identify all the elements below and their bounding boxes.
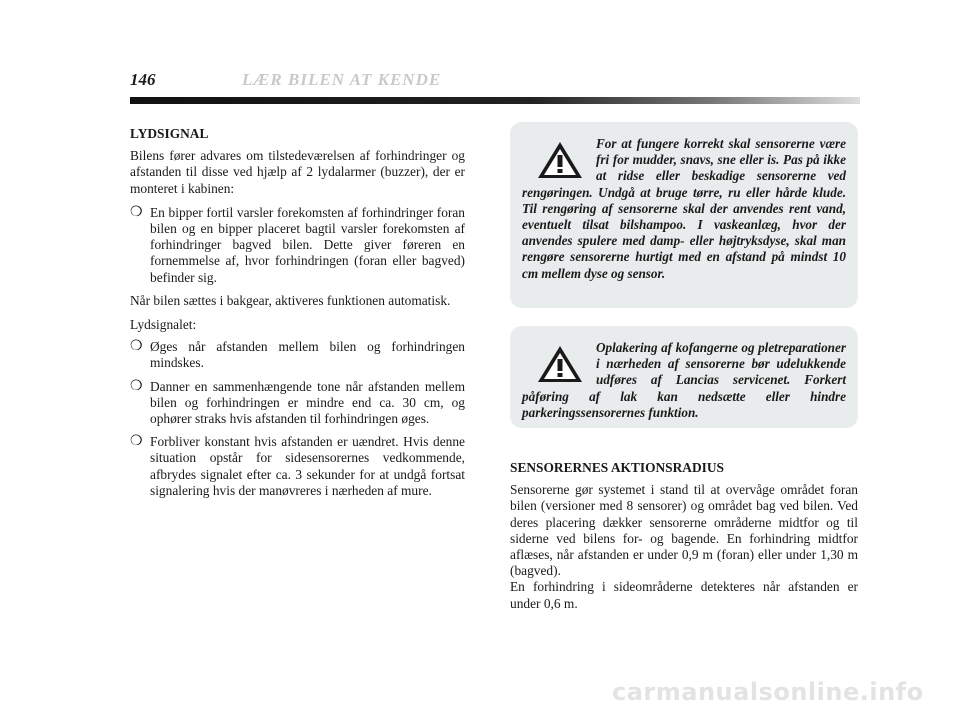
reverse-paragraph: Når bilen sættes i bakgear, aktiveres funktionen automatisk. (130, 292, 451, 308)
bullet-list-2 (130, 339, 465, 499)
radius-paragraph-2: En forhindring i sideområderne detekteres når afstanden er under 0,6 m. (510, 579, 858, 611)
right-column (510, 460, 858, 612)
bullet-circle-icon: ❍ (130, 204, 143, 220)
warning-text-cleaning: For at fungere korrekt skal sensorerne være fri for mudder, snavs, sne eller is. Pas på ikke at ridse eller beskadige sensorerne ved rengøringen. Undgå at bruge tørre, ru eller hårde klude. Til rengøring af sensorerne skal der anvendes rent vand, eventuelt tilsat bilshampoo. I vaskeanlæg, hvor der anvendes spulere med damp- eller højtryksdyse, skal man rengøre sensorerne hurtigt med en afstand på mindst 10 cm mellem dyse og sensor. (522, 136, 846, 281)
signal-paragraph: Lydsignalet: (130, 317, 197, 333)
radius-paragraph-1: Sensorerne gør systemet i stand til at overvåge området foran bilen (versioner med 8 sensorer) og området bag ved bilen. Ved deres placering dækker sensorerne områderne midtfor og til siderne ved bilens for- og bagende. En forhindring midtfor aflæses, når afstanden er under 0,9 m (foran) eller under 1,30 m (bagved). (510, 482, 858, 579)
header-rule (130, 97, 860, 104)
bullet-circle-icon: ❍ (130, 378, 143, 394)
warning-text-paint: Oplakering af kofangerne og pletreparationer i nærheden af sensorerne bør udelukkende udføres af Lancias servicenet. Forkert påføring af lak kan nedsætte eller hindre parkeringssensorernes funktion. (522, 340, 846, 420)
list-item (130, 339, 465, 371)
lydsignal-intro: Bilens fører advares om tilstedeværelsen af forhindringer og afstanden til disse ved hjælp af 2 lydalarmer (buzzer), der er monteret i kabinen: (130, 148, 465, 196)
list-item-text: En bipper fortil varsler forekomsten af forhindringer foran bilen og en bipper placeret bagtil varsler forekomsten af forhindringer bagved bilen. Dette giver føreren en fornemmelse af, hvor forhindringen (foran eller bagved) befinder sig. (150, 204, 465, 285)
warning-box-paint (510, 326, 858, 428)
bullet-list-1 (130, 205, 465, 286)
bullet-circle-icon: ❍ (130, 434, 143, 450)
radius-heading: SENSORERNES AKTIONSRADIUS (510, 460, 724, 475)
warning-box-cleaning (510, 122, 858, 308)
warning-triangle-icon (536, 344, 584, 384)
list-item-text: Forbliver konstant hvis afstanden er uændret. Hvis denne situation opstår for sidesensorernes vedkommende, afbrydes signalet efter ca. 3 sekunder for at undgå fortsat signalering hvis der manøvreres i nærheden af mure. (150, 434, 465, 498)
left-column (130, 126, 465, 506)
list-item-text: Danner en sammenhængende tone når afstanden mellem bilen og forhindringen er mindre end ca. 30 cm, og ophører straks hvis afstanden til forhindringen øges. (150, 378, 465, 427)
watermark: carmanualsonline.info (612, 678, 924, 706)
list-item (130, 205, 465, 286)
list-item-text: Øges når afstanden mellem bilen og forhindringen mindskes. (150, 339, 465, 371)
section-title: LÆR BILEN AT KENDE (242, 70, 442, 89)
page-number: 146 (130, 70, 156, 89)
list-item (130, 434, 465, 499)
list-item (130, 379, 465, 428)
warning-triangle-icon (536, 140, 584, 180)
bullet-circle-icon: ❍ (130, 339, 143, 355)
lydsignal-heading: LYDSIGNAL (130, 126, 209, 141)
